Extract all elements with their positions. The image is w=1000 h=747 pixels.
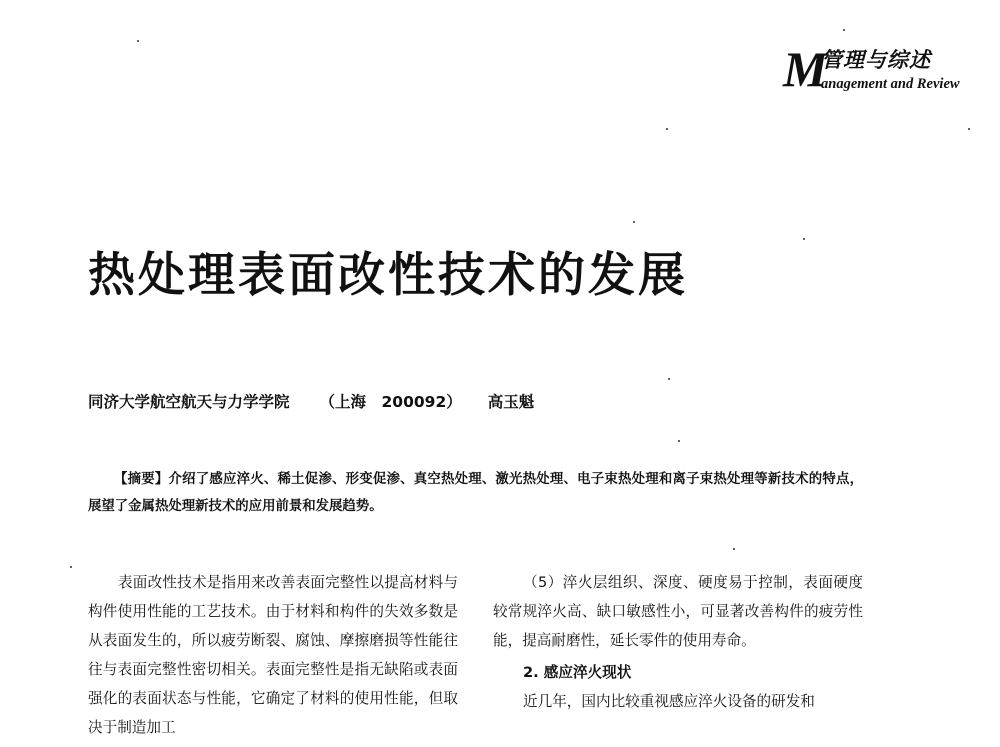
body-column-left <box>88 568 458 742</box>
logo-letter: M <box>783 41 828 97</box>
abstract-label: 【摘要】 <box>114 471 169 487</box>
scan-speck <box>633 221 635 223</box>
scan-speck <box>803 238 805 240</box>
article-title: 热处理表面改性技术的发展 <box>88 248 688 303</box>
section-heading: 2. 感应淬火现状 <box>523 664 632 681</box>
logo-section-en: anagement and Review <box>821 76 960 92</box>
section-paragraph: 近几年，国内比较重视感应淬火设备的研发和 <box>523 693 815 710</box>
affiliation-line <box>88 391 534 413</box>
scan-speck <box>668 378 670 380</box>
abstract-text: 介绍了感应淬火、稀土促渗、形变促渗、真空热处理、激光热处理、电子束热处理和离子束热处理等新技术的特点，展望了金属热处理新技术的应用前景和发展趋势。 <box>88 471 864 514</box>
affiliation-location: （上海 200092） <box>319 393 462 411</box>
body-paragraph: 表面改性技术是指用来改善表面完整性以提高材料与构件使用性能的工艺技术。由于材料和构件的失效多数是从表面发生的，所以疲劳断裂、腐蚀、摩擦磨损等性能往往与表面完整性密切相关。表面完整性是指无缺陷或表面强化的表面状态与性能，它确定了材料的使用性能，但取决于制造加工 <box>88 574 458 736</box>
scan-speck <box>733 548 735 550</box>
abstract <box>88 466 863 520</box>
body-column-right <box>493 568 863 716</box>
scan-speck <box>678 440 680 442</box>
author-name: 高玉魁 <box>487 393 535 411</box>
scan-speck <box>666 128 668 130</box>
logo-section-cn: 管理与综述 <box>821 47 931 72</box>
scan-speck <box>70 566 72 568</box>
body-paragraph-item-5: （5）淬火层组织、深度、硬度易于控制，表面硬度较常规淬火高、缺口敏感性小，可显著改善构件的疲劳性能，提高耐磨性，延长零件的使用寿命。 <box>493 574 863 649</box>
journal-logo <box>783 40 983 100</box>
affiliation-institution: 同济大学航空航天与力学学院 <box>88 393 290 411</box>
scan-speck <box>843 29 845 31</box>
scan-speck <box>968 128 970 130</box>
scan-speck <box>137 40 139 42</box>
